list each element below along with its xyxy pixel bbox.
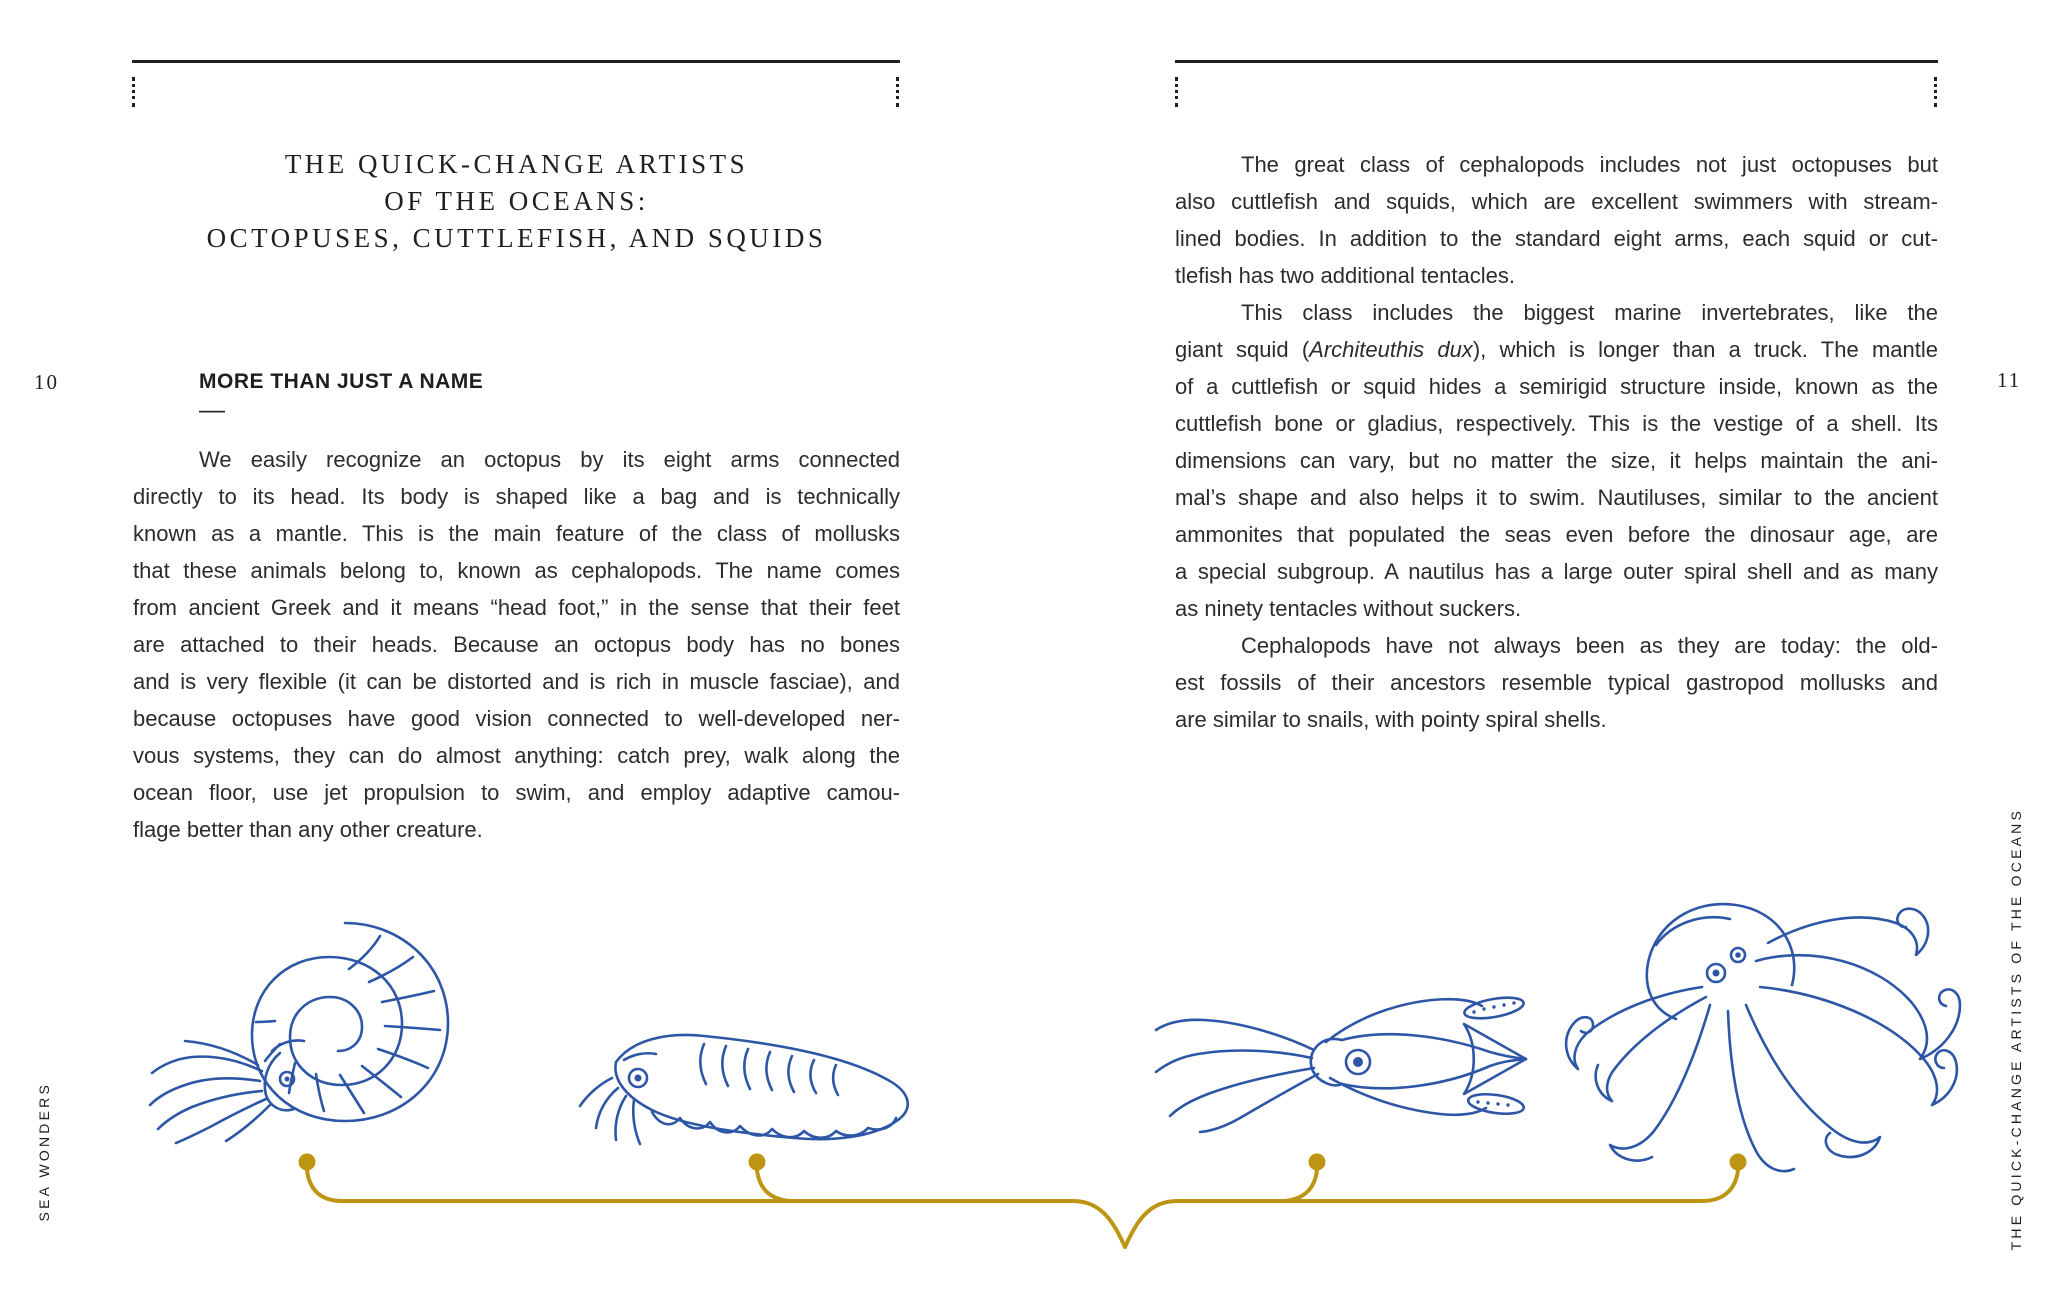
chapter-title-line-1: THE QUICK-CHANGE ARTISTS: [284, 149, 749, 179]
body-line: The great class of cephalopods includes not just octopuses but: [1241, 152, 1938, 177]
body-line: because octopuses have good vision connected to well-developed ner-: [133, 706, 900, 731]
left-page-top-rule: [132, 60, 900, 63]
body-line: [1175, 331, 1938, 368]
left-rule-dotted-mark-start: [132, 77, 135, 107]
body-line: known as a mantle. This is the main feature of the class of mollusks: [133, 521, 900, 546]
right-rule-dotted-mark-start: [1175, 77, 1178, 107]
body-line: est fossils of their ancestors resemble typical gastropod mollusks and: [1175, 670, 1938, 695]
nautilus-illustration: [130, 893, 470, 1173]
body-line: as ninety tentacles without suckers.: [1175, 596, 1522, 621]
bracket-dot-octopus: [1730, 1154, 1747, 1171]
body-line: and is very flexible (it can be distorted and is rich in muscle fasciae), and: [133, 669, 900, 694]
body-line: lined bodies. In addition to the standard eight arms, each squid or cut-: [1175, 226, 1938, 251]
left-rule-dotted-mark-end: [896, 77, 899, 107]
body-line: from ancient Greek and it means “head foot,” in the sense that their feet: [133, 595, 900, 620]
bracket-dot-squid: [1309, 1154, 1326, 1171]
body-line: flage better than any other creature.: [133, 817, 483, 842]
chapter-title-line-3: OCTOPUSES, CUTTLEFISH, AND SQUIDS: [206, 223, 827, 253]
chapter-title-line-2: OF THE OCEANS:: [384, 186, 649, 216]
page-number-right: 11: [1997, 368, 2022, 392]
squid-illustration: [1128, 956, 1548, 1156]
body-text: giant squid (: [1175, 337, 1310, 362]
bracket-dot-cuttlefish: [749, 1154, 766, 1171]
right-page-body: [1175, 146, 1938, 738]
body-line: also cuttlefish and squids, which are excellent swimmers with stream-: [1175, 189, 1938, 214]
right-rule-dotted-mark-end: [1934, 77, 1937, 107]
body-text: ), which is longer than a truck. The mantle: [1472, 337, 1938, 362]
section-heading-dash: —: [199, 394, 225, 424]
body-line: cuttlefish bone or gladius, respectively. This is the vestige of a shell. Its: [1175, 411, 1938, 436]
species-name-italic: Architeuthis dux: [1309, 337, 1473, 362]
body-line: directly to its head. Its body is shaped like a bag and is technically: [133, 484, 900, 509]
body-line: This class includes the biggest marine invertebrates, like the: [1241, 300, 1938, 325]
body-line: vous systems, they can do almost anything: catch prey, walk along the: [133, 743, 900, 768]
body-line: that these animals belong to, known as cephalopods. The name comes: [133, 558, 900, 583]
bracket-dot-nautilus: [299, 1154, 316, 1171]
chapter-title: [133, 146, 900, 257]
page-number-left: 10: [34, 370, 59, 394]
body-line: are similar to snails, with pointy spiral shells.: [1175, 707, 1607, 732]
body-line: dimensions can vary, but no matter the size, it helps maintain the ani-: [1175, 448, 1938, 473]
body-line: a special subgroup. A nautilus has a large outer spiral shell and as many: [1175, 559, 1938, 584]
body-line: ocean floor, use jet propulsion to swim, and employ adaptive camou-: [133, 780, 900, 805]
body-line: Cephalopods have not always been as they are today: the old-: [1241, 633, 1938, 658]
body-line: are attached to their heads. Because an octopus body has no bones: [133, 632, 900, 657]
section-heading: MORE THAN JUST A NAME: [199, 370, 484, 393]
left-page-body: [133, 441, 900, 848]
figure-group-bracket: [0, 1132, 2048, 1297]
body-line: of a cuttlefish or squid hides a semirigid structure inside, known as the: [1175, 374, 1938, 399]
body-line: mal’s shape and also helps it to swim. Nautiluses, similar to the ancient: [1175, 485, 1938, 510]
body-line: tlefish has two additional tentacles.: [1175, 263, 1515, 288]
body-line: We easily recognize an octopus by its eight arms connected: [199, 447, 900, 472]
running-footer-chapter-title: THE QUICK-CHANGE ARTISTS OF THE OCEANS: [2008, 808, 2024, 1251]
running-footer-book-title: SEA WONDERS: [36, 1082, 52, 1222]
body-line: ammonites that populated the seas even before the dinosaur age, are: [1175, 522, 1938, 547]
right-page-top-rule: [1175, 60, 1938, 63]
